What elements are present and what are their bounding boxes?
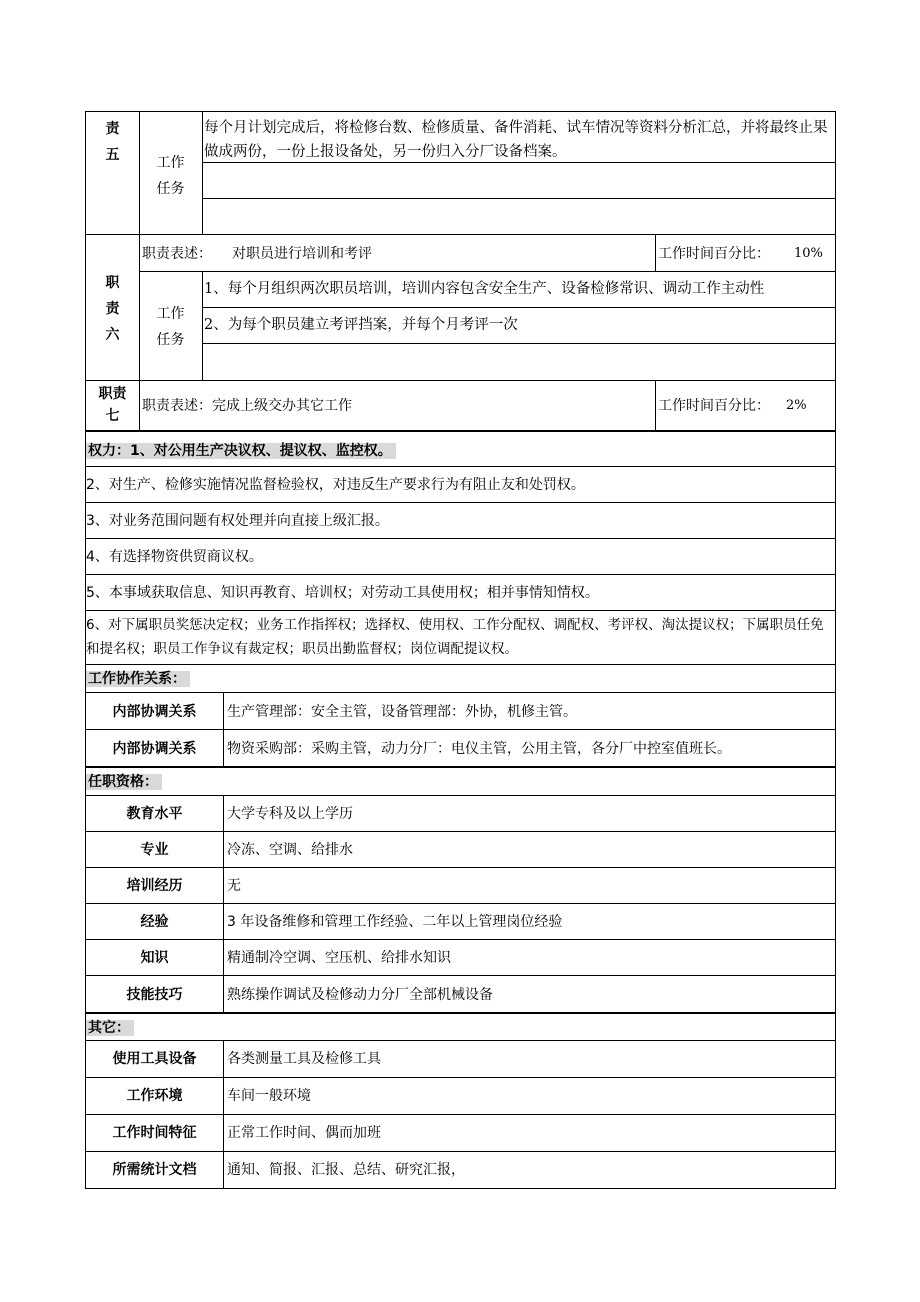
cooperation-row-1 <box>85 692 836 729</box>
duty5-task-label: 工作 任务 <box>156 155 185 197</box>
others-heading-row <box>85 1012 836 1040</box>
powers-heading: 权力：1、对公用生产决议权、提议权、监控权。 <box>86 443 396 459</box>
duty6-pct-label: 工作时间百分比： <box>658 246 770 262</box>
qualification-label-2: 专业 <box>140 842 169 858</box>
qualification-value-3: 无 <box>227 878 241 894</box>
others-heading-wrap <box>86 1017 134 1039</box>
powers-heading-row <box>85 430 836 466</box>
power-item-2-text: 2、对生产、检修实施情况监督检验权，对违反生产要求行为有阻止友和处罚权。 <box>86 477 585 493</box>
duty6-pct: 10% <box>794 246 823 261</box>
qualification-row-1 <box>85 795 836 831</box>
powers-heading-wrap <box>86 440 396 462</box>
qualification-value-6: 熟练操作调试及检修动力分厂全部机械设备 <box>227 987 493 1003</box>
duty6-label: 职 责 六 <box>105 275 120 343</box>
qualification-row-4 <box>85 903 836 939</box>
other-label-2: 工作环境 <box>126 1088 183 1104</box>
other-value-1: 各类测量工具及检修工具 <box>227 1051 381 1067</box>
duty7-label: 职责 七 <box>98 386 127 424</box>
other-row-3 <box>85 1114 836 1151</box>
other-label-3: 工作时间特征 <box>112 1125 197 1141</box>
power-item-2 <box>85 466 836 502</box>
power-item-6 <box>85 610 836 664</box>
cooperation-row-2 <box>85 729 836 766</box>
qualification-row-2 <box>85 831 836 867</box>
qualification-row-3 <box>85 867 836 903</box>
job-description-sheet <box>85 111 836 1189</box>
power-item-3-text: 3、对业务范围问题有权处理并向直接上级汇报。 <box>86 513 389 529</box>
qualification-label-4: 经验 <box>140 914 169 930</box>
duty6-task-1: 1、每个月组织两次职员培训，培训内容包含安全生产、设备检修常识、调动工作主动性 <box>204 281 765 297</box>
duty6-task-label: 工作 任务 <box>156 306 185 348</box>
power-item-4-text: 4、有选择物资供贸商议权。 <box>86 549 263 565</box>
qualification-label-3: 培训经历 <box>126 878 183 894</box>
qualification-value-4: 3 年设备维修和管理工作经验、二年以上管理岗位经验 <box>227 914 563 930</box>
other-value-4: 通知、简报、汇报、总结、研究汇报， <box>227 1162 465 1178</box>
duty7-block <box>85 380 836 430</box>
other-label-1: 使用工具设备 <box>112 1051 197 1067</box>
duty7-desc: 职责表述：完成上级交办其它工作 <box>142 398 352 414</box>
other-label-4: 所需统计文档 <box>112 1162 197 1178</box>
qualification-row-6 <box>85 975 836 1012</box>
other-row-2 <box>85 1077 836 1114</box>
qualification-value-5: 精通制冷空调、空压机、给排水知识 <box>227 950 451 966</box>
power-item-6-text: 6、对下属职员奖惩决定权；业务工作指挥权；选择权、使用权、工作分配权、调配权、考评权、淘汰提议权；下属职员任免和提名权；职员工作争议有裁定权；职员出勤监督权；岗位调配提议权。 <box>86 617 824 657</box>
duty5-label: 责 五 <box>105 121 120 163</box>
power-item-5 <box>85 574 836 610</box>
duty5-block <box>85 111 836 234</box>
duty6-task-2: 2、为每个职员建立考评挡案，并每个月考评一次 <box>204 317 518 333</box>
other-value-2: 车间一般环境 <box>227 1088 311 1104</box>
other-value-3: 正常工作时间、偶而加班 <box>227 1125 381 1141</box>
cooperation-value-2: 物资采购部：采购主管，动力分厂：电仪主管，公用主管，各分厂中控室值班长。 <box>227 741 731 757</box>
power-item-3 <box>85 502 836 538</box>
power-item-5-text: 5、本事域获取信息、知识再教育、培训权；对劳动工具使用权；相并事情知情权。 <box>86 585 599 601</box>
duty7-pct-label: 工作时间百分比： <box>658 398 770 414</box>
qualification-label-5: 知识 <box>140 950 169 966</box>
power-item-4 <box>85 538 836 574</box>
duty7-pct: 2% <box>786 398 807 413</box>
qualification-label-1: 教育水平 <box>126 806 183 822</box>
cooperation-heading: 工作协作关系： <box>86 671 190 687</box>
duty6-desc-label: 职责表述： <box>142 246 212 262</box>
qualifications-heading: 任职资格： <box>86 774 162 790</box>
other-row-1 <box>85 1040 836 1077</box>
qualifications-heading-row <box>85 766 836 795</box>
cooperation-value-1: 生产管理部：安全主管，设备管理部：外协，机修主管。 <box>227 704 577 720</box>
cooperation-heading-wrap <box>86 668 190 690</box>
other-row-4 <box>85 1151 836 1189</box>
duty6-desc: 对职员进行培训和考评 <box>232 246 372 262</box>
qualification-value-2: 冷冻、空调、给排水 <box>227 842 353 858</box>
others-heading: 其它： <box>86 1020 134 1036</box>
cooperation-label-1: 内部协调关系 <box>112 704 197 720</box>
qualification-row-5 <box>85 939 836 975</box>
duty5-task-1: 每个月计划完成后，将检修台数、检修质量、备件消耗、试车情况等资料分析汇总，并将最终止果做成两份，一份上报设备处，另一份归入分厂设备档案。 <box>204 120 828 160</box>
duty6-block <box>85 234 836 380</box>
cooperation-heading-row <box>85 664 836 692</box>
cooperation-label-2: 内部协调关系 <box>112 741 197 757</box>
qualifications-heading-wrap <box>86 771 162 793</box>
qualification-value-1: 大学专科及以上学历 <box>227 806 353 822</box>
qualification-label-6: 技能技巧 <box>126 987 183 1003</box>
